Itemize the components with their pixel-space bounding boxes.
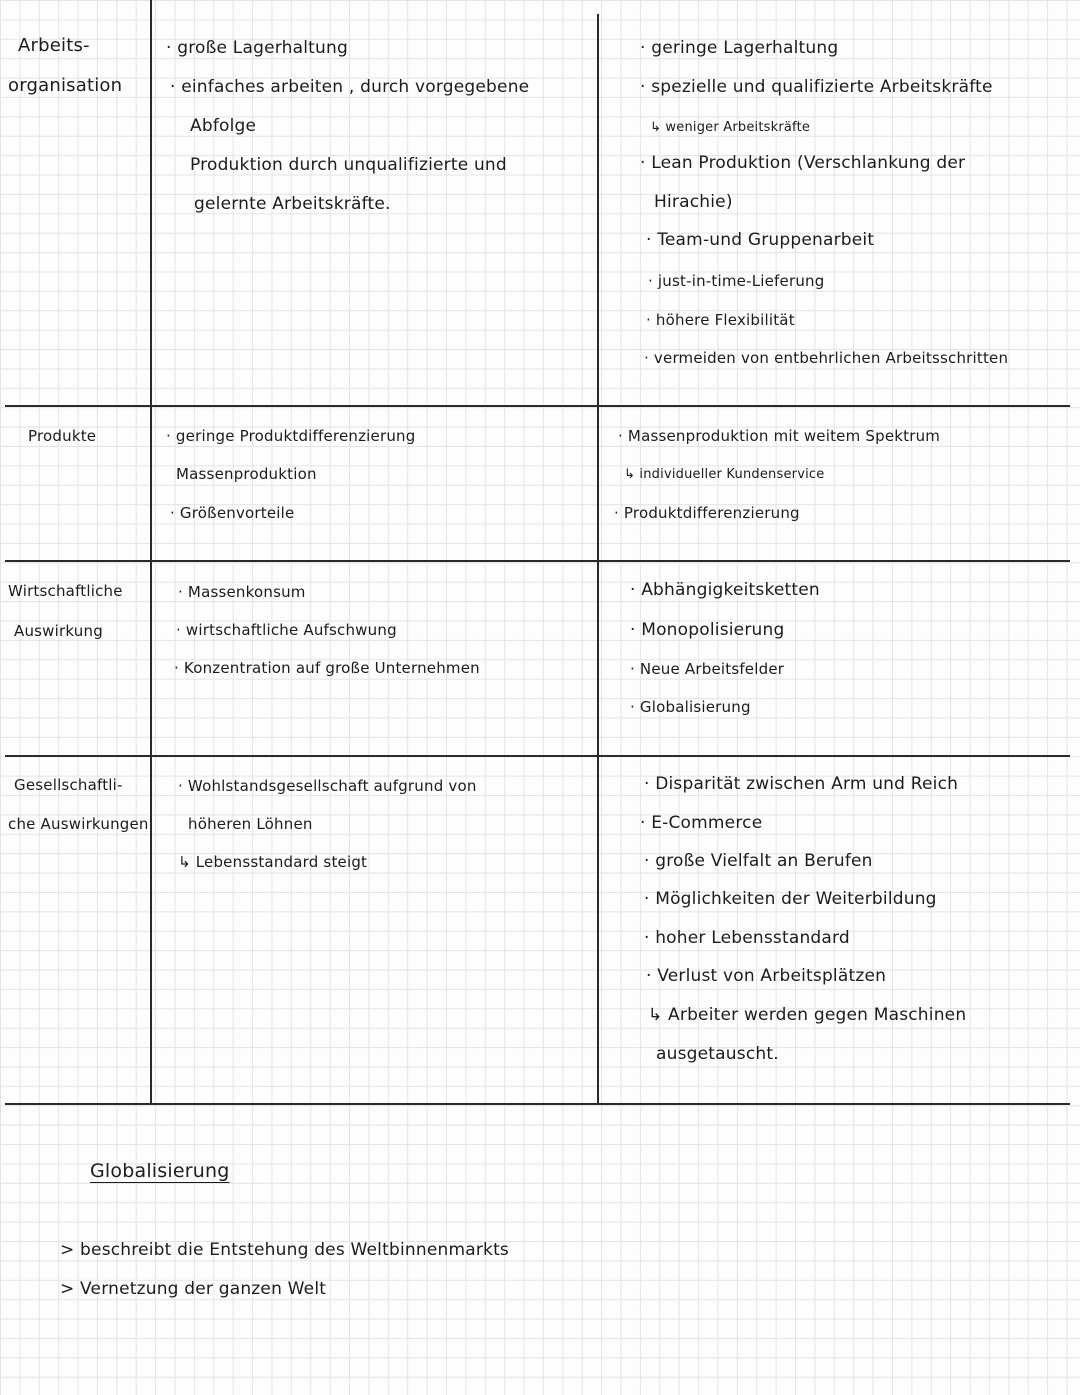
label-line: Auswirkung bbox=[14, 622, 103, 640]
left-item: Produktion durch unqualifizierte und bbox=[190, 155, 507, 175]
label-line: Gesellschaftli- bbox=[14, 776, 123, 794]
left-item: · einfaches arbeiten , durch vorgegebene bbox=[170, 77, 530, 97]
right-item: · Lean Produktion (Verschlankung der bbox=[640, 153, 966, 173]
left-item: · Massenkonsum bbox=[178, 583, 306, 601]
right-item: ausgetauscht. bbox=[656, 1044, 779, 1064]
right-item: ↳ weniger Arbeitskräfte bbox=[650, 120, 811, 135]
right-item: · just-in-time-Lieferung bbox=[648, 272, 825, 290]
right-item: ↳ Arbeiter werden gegen Maschinen bbox=[648, 1005, 967, 1025]
label-line: Arbeits- bbox=[18, 35, 90, 56]
right-item: · Möglichkeiten der Weiterbildung bbox=[644, 889, 937, 909]
table-hline-1 bbox=[5, 405, 1070, 407]
right-item: · höhere Flexibilität bbox=[646, 311, 795, 329]
right-item: · E-Commerce bbox=[640, 813, 763, 833]
definition-point: > beschreibt die Entstehung des Weltbinnenmarkts bbox=[60, 1240, 509, 1260]
left-item: · Größenvorteile bbox=[170, 504, 295, 522]
left-item: · wirtschaftliche Aufschwung bbox=[176, 621, 397, 639]
label-line: che Auswirkungen bbox=[8, 815, 149, 833]
label-line: Wirtschaftliche bbox=[8, 582, 123, 600]
right-item: · Abhängigkeitsketten bbox=[630, 580, 820, 600]
table-hline-2 bbox=[5, 560, 1070, 562]
right-item: · Verlust von Arbeitsplätzen bbox=[646, 966, 887, 986]
label-line: Produkte bbox=[28, 427, 97, 445]
table-vline-1 bbox=[150, 0, 152, 1105]
left-item: · Wohlstandsgesellschaft aufgrund von bbox=[178, 777, 477, 795]
right-item: · Globalisierung bbox=[630, 698, 751, 716]
table-hline-3 bbox=[5, 755, 1070, 757]
section-title: Globalisierung bbox=[90, 1160, 230, 1182]
left-item: Massenproduktion bbox=[176, 465, 317, 483]
label-line: organisation bbox=[8, 75, 123, 96]
right-item: · Neue Arbeitsfelder bbox=[630, 660, 785, 678]
right-item: · Massenproduktion mit weitem Spektrum bbox=[618, 427, 941, 445]
left-item: gelernte Arbeitskräfte. bbox=[194, 194, 391, 214]
left-item: ↳ Lebensstandard steigt bbox=[178, 853, 368, 871]
left-item: · geringe Produktdifferenzierung bbox=[166, 427, 416, 445]
left-item: · Konzentration auf große Unternehmen bbox=[174, 659, 480, 677]
right-item: · spezielle und qualifizierte Arbeitskräfte bbox=[640, 77, 993, 97]
right-item: Hirachie) bbox=[654, 192, 733, 212]
right-item: · geringe Lagerhaltung bbox=[640, 38, 839, 58]
definition-point: > Vernetzung der ganzen Welt bbox=[60, 1279, 327, 1299]
right-item: · vermeiden von entbehrlichen Arbeitsschritten bbox=[644, 349, 1009, 367]
right-item: · hoher Lebensstandard bbox=[644, 928, 850, 948]
left-item: höheren Löhnen bbox=[188, 815, 313, 833]
right-item: · Disparität zwischen Arm und Reich bbox=[644, 774, 959, 794]
right-item: · Produktdifferenzierung bbox=[614, 504, 800, 522]
right-item: · Monopolisierung bbox=[630, 620, 785, 640]
left-item: Abfolge bbox=[190, 116, 257, 136]
right-item: ↳ individueller Kundenservice bbox=[624, 467, 825, 482]
left-item: · große Lagerhaltung bbox=[166, 38, 348, 58]
table-hline-4 bbox=[5, 1103, 1070, 1105]
right-item: · Team-und Gruppenarbeit bbox=[646, 230, 875, 250]
right-item: · große Vielfalt an Berufen bbox=[644, 851, 873, 871]
